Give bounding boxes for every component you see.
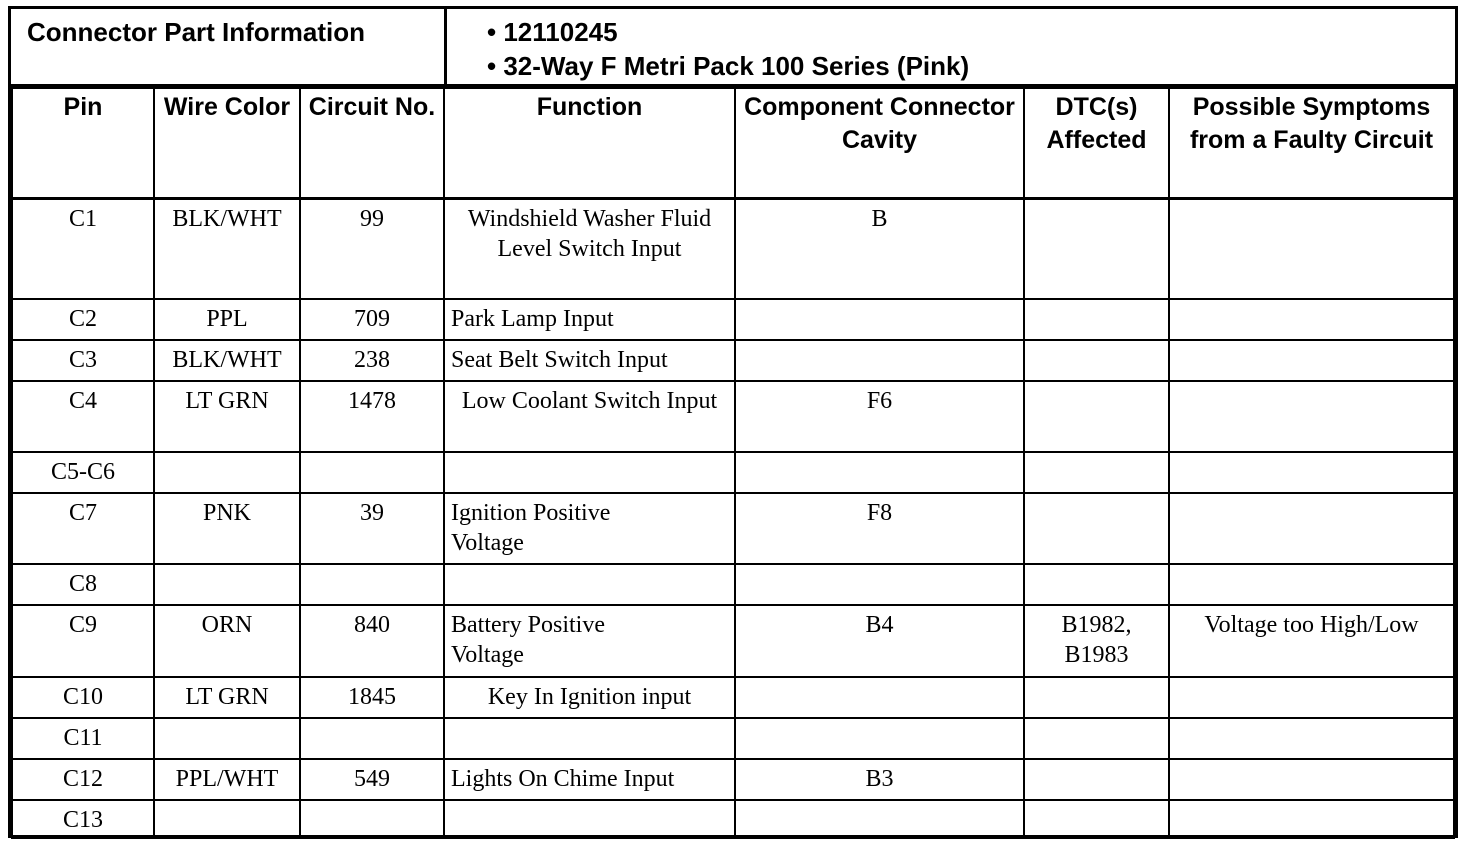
pin-cell: C12	[12, 759, 154, 800]
symptom-cell	[1169, 198, 1454, 299]
wire-color-cell: PPL	[154, 299, 300, 340]
function-cell	[444, 452, 735, 493]
pin-cell: C10	[12, 677, 154, 718]
dtc-cell	[1024, 340, 1169, 381]
cavity-cell: F8	[735, 493, 1024, 564]
header-symptoms: Possible Symptoms from a Faulty Circuit	[1169, 88, 1454, 198]
wire-color-cell: PPL/WHT	[154, 759, 300, 800]
cavity-cell: B4	[735, 605, 1024, 677]
pin-cell: C4	[12, 381, 154, 452]
dtc-cell	[1024, 452, 1169, 493]
circuit-cell: 1478	[300, 381, 444, 452]
circuit-cell: 709	[300, 299, 444, 340]
dtc-cell	[1024, 493, 1169, 564]
connector-info-parts	[447, 9, 1455, 84]
circuit-cell	[300, 718, 444, 759]
dtc-cell	[1024, 198, 1169, 299]
wire-color-cell	[154, 564, 300, 605]
wire-color-cell	[154, 800, 300, 838]
dtc-cell	[1024, 299, 1169, 340]
function-cell: Windshield Washer Fluid Level Switch Input	[444, 198, 735, 299]
dtc-cell	[1024, 677, 1169, 718]
table-row	[12, 677, 1454, 718]
function-cell	[444, 800, 735, 838]
symptom-cell	[1169, 677, 1454, 718]
pin-cell: C3	[12, 340, 154, 381]
dtc-cell	[1024, 800, 1169, 838]
wire-color-cell	[154, 718, 300, 759]
part-number: • 12110245	[487, 17, 618, 47]
pin-cell: C9	[12, 605, 154, 677]
symptom-cell: Voltage too High/Low	[1169, 605, 1454, 677]
header-component-cavity: Component Connector Cavity	[735, 88, 1024, 198]
connector-table-sheet	[8, 6, 1458, 838]
cavity-cell: F6	[735, 381, 1024, 452]
wire-color-cell	[154, 452, 300, 493]
cavity-cell	[735, 564, 1024, 605]
table-row	[12, 198, 1454, 299]
header-pin: Pin	[12, 88, 154, 198]
function-cell	[444, 718, 735, 759]
table-row	[12, 381, 1454, 452]
wire-color-cell: BLK/WHT	[154, 198, 300, 299]
function-cell: Park Lamp Input	[444, 299, 735, 340]
symptom-cell	[1169, 718, 1454, 759]
table-row	[12, 800, 1454, 838]
function-cell: Battery Positive Voltage	[444, 605, 735, 677]
cavity-cell: B3	[735, 759, 1024, 800]
pin-cell: C7	[12, 493, 154, 564]
symptom-cell	[1169, 340, 1454, 381]
function-cell: Low Coolant Switch Input	[444, 381, 735, 452]
connector-info-row	[11, 9, 1455, 87]
wire-color-cell: ORN	[154, 605, 300, 677]
circuit-cell	[300, 564, 444, 605]
table-row	[12, 493, 1454, 564]
pin-cell: C2	[12, 299, 154, 340]
table-row	[12, 605, 1454, 677]
cavity-cell	[735, 800, 1024, 838]
symptom-cell	[1169, 800, 1454, 838]
table-row	[12, 452, 1454, 493]
function-cell: Key In Ignition input	[444, 677, 735, 718]
function-cell: Ignition Positive Voltage	[444, 493, 735, 564]
wire-color-cell: LT GRN	[154, 381, 300, 452]
connector-description: • 32-Way F Metri Pack 100 Series (Pink)	[487, 51, 970, 81]
wire-color-cell: BLK/WHT	[154, 340, 300, 381]
pin-cell: C8	[12, 564, 154, 605]
cavity-cell: B	[735, 198, 1024, 299]
cavity-cell	[735, 718, 1024, 759]
circuit-cell	[300, 452, 444, 493]
dtc-cell	[1024, 759, 1169, 800]
table-header-row	[12, 88, 1454, 198]
dtc-cell: B1982, B1983	[1024, 605, 1169, 677]
connector-info-label: Connector Part Information	[11, 9, 447, 84]
header-function: Function	[444, 88, 735, 198]
symptom-cell	[1169, 564, 1454, 605]
cavity-cell	[735, 299, 1024, 340]
wire-color-cell: LT GRN	[154, 677, 300, 718]
circuit-cell: 549	[300, 759, 444, 800]
table-row	[12, 718, 1454, 759]
table-row	[12, 759, 1454, 800]
dtc-cell	[1024, 564, 1169, 605]
header-circuit-no: Circuit No.	[300, 88, 444, 198]
header-wire-color: Wire Color	[154, 88, 300, 198]
function-cell: Lights On Chime Input	[444, 759, 735, 800]
circuit-cell: 238	[300, 340, 444, 381]
wire-color-cell: PNK	[154, 493, 300, 564]
function-cell: Seat Belt Switch Input	[444, 340, 735, 381]
symptom-cell	[1169, 493, 1454, 564]
symptom-cell	[1169, 759, 1454, 800]
cavity-cell	[735, 452, 1024, 493]
circuit-cell: 840	[300, 605, 444, 677]
table-row	[12, 564, 1454, 605]
pin-cell: C13	[12, 800, 154, 838]
function-cell	[444, 564, 735, 605]
table-row	[12, 299, 1454, 340]
circuit-cell	[300, 800, 444, 838]
dtc-cell	[1024, 718, 1169, 759]
pin-cell: C5-C6	[12, 452, 154, 493]
pin-cell: C1	[12, 198, 154, 299]
pin-cell: C11	[12, 718, 154, 759]
symptom-cell	[1169, 452, 1454, 493]
circuit-cell: 1845	[300, 677, 444, 718]
symptom-cell	[1169, 381, 1454, 452]
cavity-cell	[735, 677, 1024, 718]
circuit-cell: 39	[300, 493, 444, 564]
circuit-cell: 99	[300, 198, 444, 299]
table-row	[12, 340, 1454, 381]
pinout-table	[11, 87, 1455, 839]
symptom-cell	[1169, 299, 1454, 340]
header-dtcs: DTC(s) Affected	[1024, 88, 1169, 198]
cavity-cell	[735, 340, 1024, 381]
dtc-cell	[1024, 381, 1169, 452]
